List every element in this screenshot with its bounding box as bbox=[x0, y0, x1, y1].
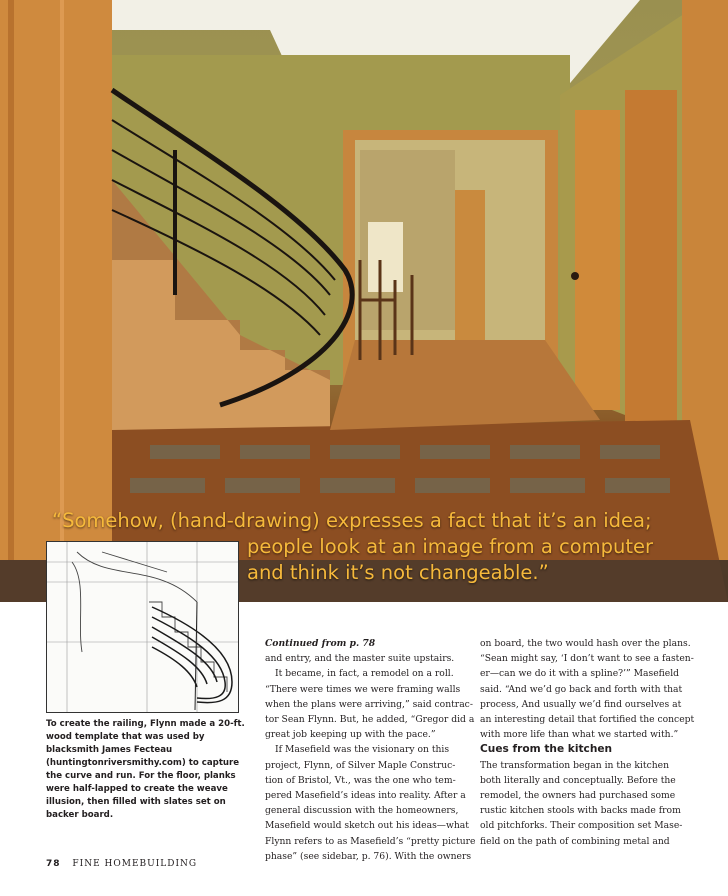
body-line: remodel, the owners had purchased some bbox=[480, 790, 676, 802]
page-number: 78 bbox=[46, 859, 61, 869]
section-subhead: Cues from the kitchen bbox=[480, 743, 613, 756]
body-line: great job keeping up with the pace.” bbox=[265, 729, 436, 741]
body-line: er—can we do it with a spline?’” Masefield bbox=[480, 668, 680, 680]
body-line: Flynn refers to as Masefield’s “pretty picture bbox=[265, 835, 476, 847]
body-column-1 bbox=[265, 636, 475, 864]
body-line: on board, the two would hash over the plans. bbox=[480, 638, 691, 649]
body-line: tor Sean Flynn. But, he added, “Gregor did a bbox=[265, 714, 475, 726]
body-line: pered Masefield’s ideas into reality. After a bbox=[265, 790, 466, 802]
pull-quote-line-3: and think it’s not changeable.” bbox=[247, 561, 549, 584]
continued-from-note: Continued from p. 78 bbox=[265, 638, 376, 649]
body-line: “There were times we were framing walls bbox=[265, 683, 461, 695]
body-line: tion of Bristol, Vt., was the one who tem- bbox=[265, 774, 456, 786]
body-line: It became, in fact, a remodel on a roll. bbox=[275, 668, 454, 680]
body-column-2 bbox=[480, 636, 710, 849]
body-line: process, And usually we’d find ourselves at bbox=[480, 698, 682, 710]
body-line: said. “And we’d go back and forth with that bbox=[480, 683, 683, 695]
body-line: general discussion with the homeowners, bbox=[265, 805, 459, 817]
magazine-name: FINE HOMEBUILDING bbox=[72, 859, 198, 869]
body-line: rustic kitchen stools with backs made from bbox=[480, 805, 681, 817]
pull-quote-line-1: “Somehow, (hand-drawing) expresses a fact that it’s an idea; bbox=[52, 509, 652, 532]
body-line: “Sean might say, ‘I don’t want to see a fasten- bbox=[480, 653, 694, 665]
body-line: and entry, and the master suite upstairs. bbox=[265, 653, 455, 665]
body-line: field on the path of combining metal and bbox=[480, 835, 670, 847]
sketch-drawing bbox=[47, 542, 238, 712]
photo-caption: To create the railing, Flynn made a 20-ft. wood template that was used by blacksmith James Fecteau (huntingtonriversmithy.com) to capture the curve and run. For the floor, planks were half-lapped to create the weave illusion, then filled with slates set on backer board. bbox=[46, 719, 245, 820]
body-line: project, Flynn, of Silver Maple Construc- bbox=[265, 759, 456, 771]
body-line: with more life than what we started with.” bbox=[480, 729, 679, 741]
railing-template-sketch bbox=[46, 541, 239, 713]
body-line: phase” (see sidebar, p. 76). With the owners bbox=[265, 850, 472, 862]
body-line: when the plans were arriving,” said contrac- bbox=[265, 698, 473, 710]
body-line: The transformation began in the kitchen bbox=[480, 759, 669, 771]
body-line: Masefield would sketch out his ideas—what bbox=[265, 820, 469, 832]
body-line: both literally and conceptually. Before the bbox=[480, 774, 676, 786]
body-line: If Masefield was the visionary on this bbox=[275, 744, 450, 756]
body-line: old pitchforks. Their composition set Mase- bbox=[480, 820, 683, 832]
body-line: an interesting detail that fortified the concept bbox=[480, 714, 695, 726]
page-footer bbox=[46, 859, 197, 869]
pull-quote-line-2: people look at an image from a computer bbox=[247, 535, 654, 558]
